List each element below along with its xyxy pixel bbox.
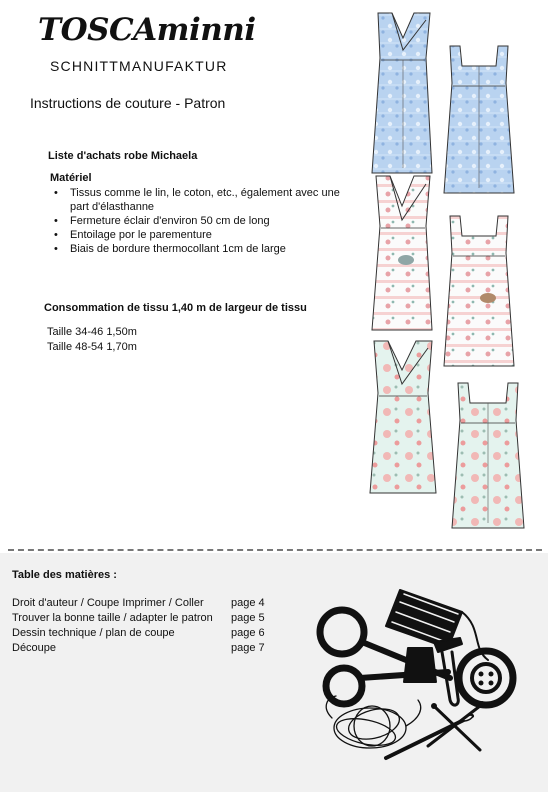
toc-item-label: Découpe	[12, 642, 57, 654]
size-line: Taille 48-54 1,70m	[47, 341, 137, 353]
list-item: • Tissus comme le lin, le coton, etc., également avec une part d'élasthanne	[50, 186, 350, 214]
materials-heading: Matériel	[50, 172, 92, 184]
brand-logo: TOSCAminni	[38, 12, 256, 48]
toc-item-label: Droit d'auteur / Coupe Imprimer / Coller	[12, 597, 204, 609]
dress-back-stripe	[444, 216, 514, 366]
dress-front-stripe	[372, 176, 432, 330]
thimble-icon	[404, 648, 436, 682]
toc-item-page: page 6	[231, 627, 265, 639]
fabric-consumption-title: Consommation de tissu 1,40 m de largeur de tissu	[44, 302, 307, 314]
materials-list	[50, 186, 350, 256]
list-item: • Fermeture éclair d'environ 50 cm de long	[50, 214, 350, 228]
brand-subtitle: SCHNITTMANUFAKTUR	[50, 58, 228, 74]
dashed-divider	[8, 549, 542, 551]
toc-item-label: Trouver la bonne taille / adapter le patron	[12, 612, 213, 624]
dress-back-blue	[444, 46, 514, 193]
dress-front-blue	[372, 13, 432, 173]
dress-back-mint	[452, 383, 524, 528]
dress-illustrations	[358, 8, 538, 538]
toc-item-label: Dessin technique / plan de coupe	[12, 627, 175, 639]
list-item: • Entoilage por le parementure	[50, 228, 350, 242]
list-item: • Biais de bordure thermocollant 1cm de large	[50, 242, 350, 256]
size-line: Taille 34-46 1,50m	[47, 326, 137, 338]
toc-title: Table des matières :	[12, 569, 117, 581]
shopping-list-title: Liste d'achats robe Michaela	[48, 150, 198, 162]
toc-item-page: page 7	[231, 642, 265, 654]
knitting-needles-icon	[428, 701, 485, 750]
toc-item-page: page 5	[231, 612, 265, 624]
document-title: Instructions de couture - Patron	[30, 95, 226, 111]
toc-item-page: page 4	[231, 597, 265, 609]
sewing-tools-icon	[312, 568, 546, 764]
dress-front-mint	[370, 341, 436, 493]
